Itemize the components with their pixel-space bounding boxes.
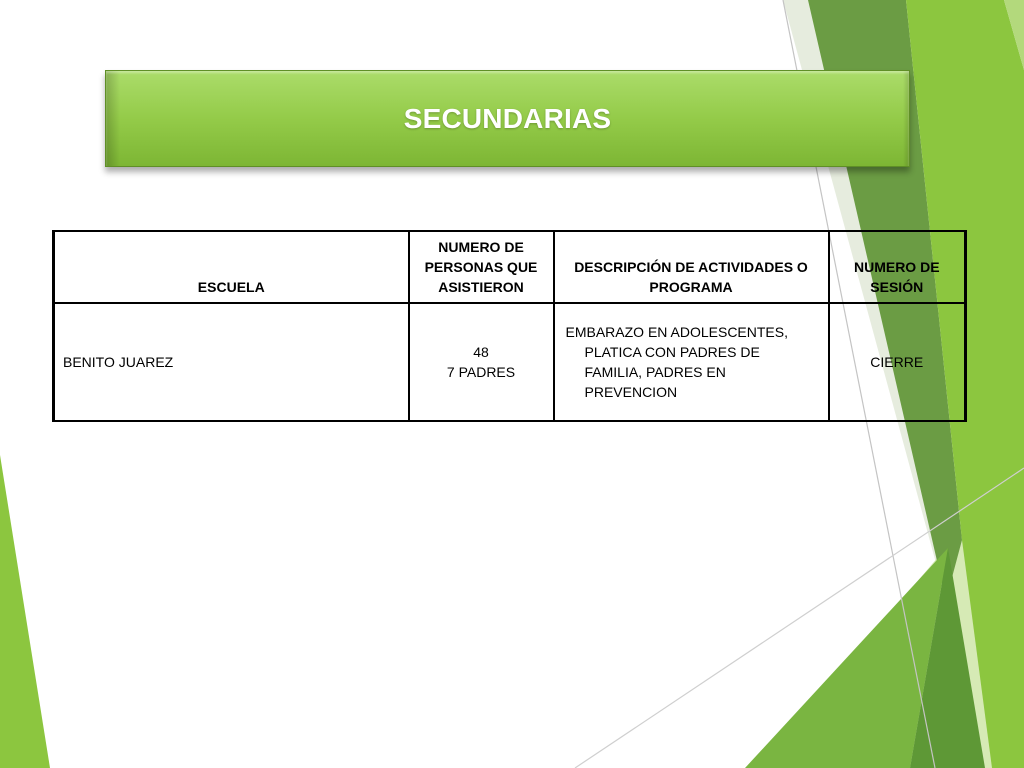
decor-left-green-sliver — [0, 455, 50, 768]
cell-attendees — [409, 303, 554, 421]
schools-table — [52, 230, 967, 422]
table-header-row — [54, 231, 966, 303]
attendees-total: 48 — [473, 344, 489, 360]
header-school: ESCUELA — [54, 231, 409, 303]
table-row — [54, 303, 966, 421]
header-attendees: NUMERO DE PERSONAS QUE ASISTIERON — [409, 231, 554, 303]
cell-session: CIERRE — [829, 303, 966, 421]
attendees-parents: 7 PADRES — [446, 364, 516, 380]
cell-description: EMBARAZO EN ADOLESCENTES, PLATICA CON PADRES DE FAMILIA, PADRES EN PREVENCION — [554, 303, 829, 421]
title-banner — [105, 70, 910, 167]
cell-school: BENITO JUAREZ — [54, 303, 409, 421]
header-description: DESCRIPCIÓN DE ACTIVIDADES O PROGRAMA — [554, 231, 829, 303]
slide-title: SECUNDARIAS — [403, 102, 612, 134]
header-session: NUMERO DE SESIÓN — [829, 231, 966, 303]
